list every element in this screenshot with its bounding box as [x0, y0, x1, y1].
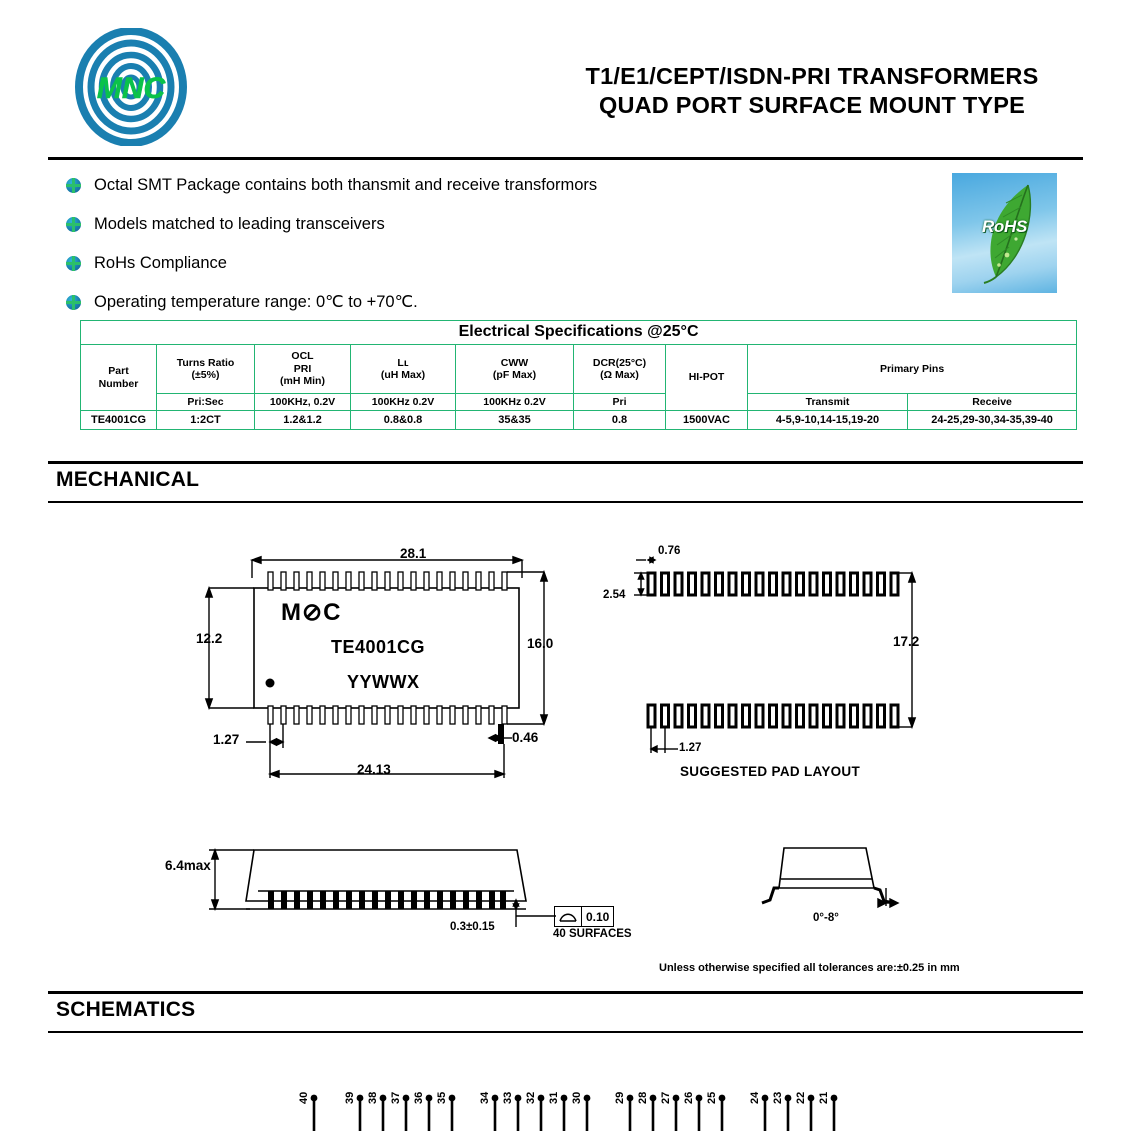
transmit-header: Transmit [748, 394, 908, 411]
globe-bullet-icon [66, 256, 81, 271]
pin-label: 26 [683, 1091, 695, 1104]
globe-bullet-icon [66, 217, 81, 232]
dim-pad-row-span: 24.13 [357, 762, 391, 777]
globe-bullet-icon [66, 295, 81, 310]
dim-lead-width: 0.46 [512, 730, 539, 745]
title-line-2: QUAD PORT SURFACE MOUNT TYPE [598, 92, 1025, 118]
ocl-pri-label: PRI [293, 362, 312, 375]
pin-label: 31 [548, 1091, 560, 1104]
pin-label: 34 [479, 1091, 491, 1104]
dcr-condition: Pri [574, 394, 666, 411]
turns-ratio-tolerance: (±5%) [191, 369, 220, 381]
pin-label: 22 [795, 1091, 807, 1104]
flatness-symbol-icon [555, 907, 582, 926]
cell-hipot: 1500VAC [666, 411, 748, 430]
turns-condition: Pri:Sec [157, 394, 255, 411]
ocl-condition: 100KHz, 0.2V [255, 394, 351, 411]
ocl-label: OCL [291, 350, 314, 363]
feature-item [66, 246, 597, 280]
pin-label: 24 [749, 1091, 761, 1104]
rohs-label: RoHS [981, 217, 1028, 236]
pin-label: 28 [637, 1091, 649, 1104]
cell-ll: 0.8&0.8 [351, 411, 456, 430]
tolerance-note: Unless otherwise specified all tolerances are:±0.25 in mm [659, 962, 960, 974]
ll-label: Lʟ [397, 356, 409, 369]
pin-label: 30 [571, 1091, 583, 1104]
globe-bullet-icon [66, 178, 81, 193]
cww-label: CWW [500, 356, 529, 369]
ll-condition: 100KHz 0.2V [351, 394, 456, 411]
company-logo [72, 28, 190, 146]
dim-overall-width: 28.1 [400, 546, 427, 561]
coplanarity-value: 0.10 [586, 909, 610, 924]
dim-pad-overall-height: 17.2 [893, 634, 920, 649]
pin-label: 36 [413, 1091, 425, 1104]
pad-layout-caption: SUGGESTED PAD LAYOUT [680, 764, 861, 779]
col-ocl [255, 345, 351, 394]
package-logo-marking: M⊘C [281, 599, 342, 626]
cell-cww: 35&35 [456, 411, 574, 430]
col-turns-ratio [157, 345, 255, 394]
feature-text: Operating temperature range: 0℃ to +70℃. [94, 293, 418, 311]
dim-pad-width: 0.76 [658, 545, 681, 557]
cww-condition: 100KHz 0.2V [456, 394, 574, 411]
pin-label: 39 [344, 1091, 356, 1104]
col-dcr [574, 345, 666, 394]
dim-lead-span-height: 16.0 [527, 636, 554, 651]
dim-pad-pitch: 1.27 [679, 742, 702, 754]
section-title-mechanical: MECHANICAL [56, 468, 200, 491]
table-title: Electrical Specifications @25°C [81, 321, 1077, 345]
pin-label: 37 [390, 1091, 402, 1104]
col-cww [456, 345, 574, 394]
table-title-row [81, 321, 1077, 345]
feature-item [66, 207, 597, 241]
dim-pad-height: 2.54 [603, 589, 626, 601]
package-date-marking: YYWWX [347, 672, 420, 692]
col-primary-pins: Primary Pins [748, 345, 1077, 394]
rohs-badge [952, 173, 1057, 293]
dcr-unit: (Ω Max) [600, 369, 639, 381]
mechanical-divider-bottom [48, 501, 1083, 503]
dim-lead-angle: 0°-8° [813, 912, 839, 924]
table-header-row-1 [81, 345, 1077, 394]
feature-text: Octal SMT Package contains both thansmit and receive transformors [94, 175, 598, 194]
coplanarity-callout [554, 906, 614, 927]
col-part-number [81, 345, 157, 411]
header-divider [48, 157, 1083, 160]
feature-text: RoHs Compliance [94, 253, 227, 272]
cell-dcr: 0.8 [574, 411, 666, 430]
pin-label: 33 [502, 1091, 514, 1104]
cell-part-number: TE4001CG [81, 411, 157, 430]
pin-label: 25 [706, 1091, 718, 1104]
pin-label: 23 [772, 1091, 784, 1104]
dim-body-height: 12.2 [196, 631, 223, 646]
dim-body-thickness: 6.4max [165, 858, 211, 873]
surfaces-note: 40 SURFACES [553, 928, 632, 940]
pin-label: 35 [436, 1091, 448, 1104]
pin-label: 40 [298, 1091, 310, 1104]
section-title-schematics: SCHEMATICS [56, 998, 196, 1021]
feature-item [66, 168, 597, 202]
feature-list [66, 168, 597, 324]
pin-label: 21 [818, 1091, 830, 1104]
feature-text: Models matched to leading transceivers [94, 214, 385, 233]
dim-lead-thickness: 0.3±0.15 [450, 921, 495, 933]
cww-unit: (pF Max) [492, 369, 537, 381]
pin-label: 32 [525, 1091, 537, 1104]
col-ll [351, 345, 456, 394]
document-title [512, 62, 1112, 120]
pin-label: 38 [367, 1091, 379, 1104]
col-hipot: HI-POT [666, 345, 748, 411]
cell-ocl: 1.2&1.2 [255, 411, 351, 430]
pin-label: 29 [614, 1091, 626, 1104]
receive-header: Receive [908, 394, 1077, 411]
part-label-line1: Part [108, 365, 129, 377]
mechanical-divider-top [48, 461, 1083, 464]
feature-item [66, 285, 597, 319]
turns-ratio-label: Turns Ratio [176, 356, 235, 369]
package-part-marking: TE4001CG [331, 637, 426, 657]
logo-wordmark: MNC [96, 72, 166, 105]
cell-transmit: 4-5,9-10,14-15,19-20 [748, 411, 908, 430]
schematics-divider-bottom [48, 1031, 1083, 1033]
dcr-label: DCR(25°C) [592, 356, 647, 369]
part-label-line2: Number [98, 377, 139, 390]
title-line-1: T1/E1/CEPT/ISDN-PRI TRANSFORMERS [585, 63, 1039, 89]
cell-receive: 24-25,29-30,34-35,39-40 [908, 411, 1077, 430]
schematics-divider-top [48, 991, 1083, 994]
cell-turns-ratio: 1:2CT [157, 411, 255, 430]
table-header-row-2 [81, 394, 1077, 411]
pin-label: 27 [660, 1091, 672, 1104]
table-row [81, 411, 1077, 430]
electrical-specifications-table [80, 320, 1076, 430]
ll-unit: (uH Max) [380, 369, 426, 381]
ocl-unit: (mH Min) [280, 375, 325, 388]
dim-lead-pitch: 1.27 [213, 732, 240, 747]
